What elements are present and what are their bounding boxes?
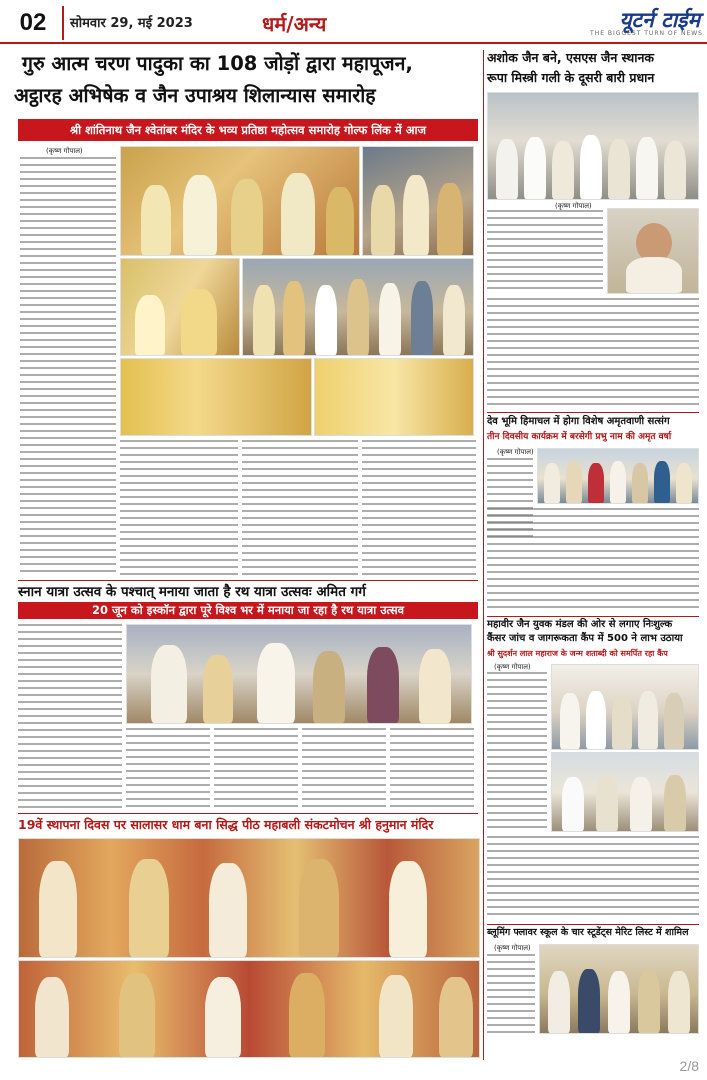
story1-photo-group xyxy=(362,146,474,256)
newspaper-logo: यूटर्न टाईम xyxy=(619,8,700,32)
story4-byline: (कृष्ण गोपाल) xyxy=(555,202,592,210)
story6-body-col1 xyxy=(487,672,547,832)
story3-photo-row1 xyxy=(18,838,480,958)
story2-photo-iskcon xyxy=(126,624,472,724)
story1-body-col1 xyxy=(20,157,116,575)
story2-body-col2 xyxy=(126,728,210,809)
page-number: 02 xyxy=(4,6,64,40)
story6-subheadline: श्री सुदर्शन लाल महाराज के जन्म शताब्दी को समर्पित रहा कैंप xyxy=(487,649,668,658)
divider xyxy=(487,616,699,617)
logo-tagline: THE BIGGEST TURN OF NEWS xyxy=(590,30,703,37)
story5-photo-group xyxy=(537,448,699,504)
story4-body-full xyxy=(487,298,699,408)
divider xyxy=(18,813,478,814)
story1-photo-congregation xyxy=(120,358,312,436)
story5-headline: देव भूमि हिमाचल में होगा विशेष अमृतवाणी सत्संग xyxy=(487,416,670,427)
story5-byline: (कृष्ण गोपाल) xyxy=(497,448,534,456)
story6-photo-camp xyxy=(551,752,699,832)
story1-photo-puja xyxy=(120,258,240,356)
story1-photo-guests xyxy=(242,258,474,356)
issue-date: सोमवार 29, मई 2023 xyxy=(70,16,193,31)
page-indicator: 2/8 xyxy=(679,1058,699,1074)
story4-headline-line2: रूपा मिस्त्री गली के दूसरी बारी प्रधान xyxy=(487,70,655,85)
story2-body-col3 xyxy=(214,728,298,809)
story1-headline-line1: गुरु आत्म चरण पादुका का 108 जोड़ों द्वारा महापूजन, xyxy=(22,52,413,75)
story2-headline: स्नान यात्रा उत्सव के पश्चात् मनाया जाता है रथ यात्रा उत्सवः अमित गर्ग xyxy=(18,584,366,600)
story6-byline: (कृष्ण गोपाल) xyxy=(494,663,531,671)
story1-byline: (कृष्ण गोपाल) xyxy=(46,147,83,155)
story2-body-col1 xyxy=(18,624,122,809)
story2-body-col5 xyxy=(390,728,474,809)
story1-body-col3 xyxy=(242,440,358,575)
story1-body-col2 xyxy=(120,440,238,575)
masthead xyxy=(0,0,707,44)
story4-photo-group xyxy=(487,92,699,200)
story6-headline-line2: कैंसर जांच व जागरूकता कैंप में 500 ने लाभ उठाया xyxy=(487,633,683,644)
story7-headline: ब्लूमिंग फ्लावर स्कूल के चार स्टूडेंट्स मेरिट लिस्ट में शामिल xyxy=(487,927,689,938)
story4-photo-portrait xyxy=(607,208,699,294)
story6-body-full xyxy=(487,836,699,920)
story4-headline-line1: अशोक जैन बने, एसएस जैन स्थानक xyxy=(487,50,654,65)
story3-photo-row2 xyxy=(18,960,480,1058)
column-divider xyxy=(483,50,484,1060)
story7-photo-students xyxy=(539,944,699,1034)
story1-headline-line2: अट्ठारह अभिषेक व जैन उपाश्रय शिलान्यास समारोह xyxy=(14,84,376,107)
story6-headline-line1: महावीर जैन युवक मंडल की ओर से लगाए निःशुल्क xyxy=(487,619,673,630)
divider xyxy=(487,924,699,925)
section-title: धर्म/अन्य xyxy=(262,12,327,36)
story5-body-full xyxy=(487,508,699,612)
story2-body-col4 xyxy=(302,728,386,809)
story7-body-col1 xyxy=(487,954,535,1034)
story7-byline: (कृष्ण गोपाल) xyxy=(494,944,531,952)
story1-banner: श्री शांतिनाथ जैन श्वेतांबर मंदिर के भव्य प्रतिष्ठा महोत्सव समारोह गोल्फ लिंक में आज xyxy=(18,119,478,141)
story1-photo-women xyxy=(314,358,474,436)
divider xyxy=(487,412,699,413)
story1-body-col4 xyxy=(362,440,476,575)
story1-photo-ceremony xyxy=(120,146,360,256)
story2-banner: 20 जून को इस्कॉन द्वारा पूरे विश्व भर में मनाया जा रहा है रथ यात्रा उत्सव xyxy=(18,602,478,619)
story3-headline: 19वें स्थापना दिवस पर सालासर धाम बना सिद्ध पीठ महाबली संकटमोचन श्री हनुमान मंदिर xyxy=(18,817,434,832)
story6-photo-banner xyxy=(551,664,699,750)
story4-body-col1 xyxy=(487,210,603,294)
story5-subheadline: तीन दिवसीय कार्यक्रम में बरसेगी प्रभु नाम की अमृत वर्षा xyxy=(487,432,672,442)
divider xyxy=(18,580,478,581)
